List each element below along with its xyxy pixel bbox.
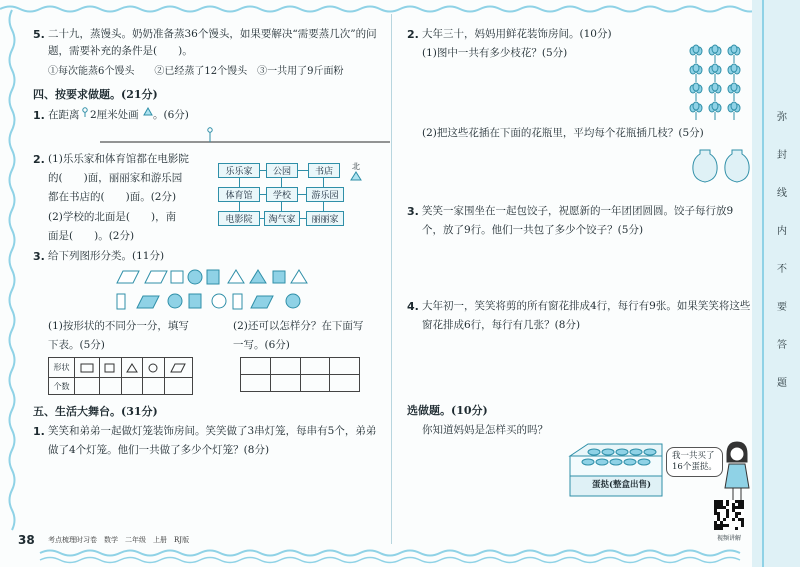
s4-q3-number: 3. [33, 250, 45, 263]
s4-q2-line3: 都在书店的( )面。(2分) [48, 191, 177, 203]
top-wave-border [0, 0, 800, 14]
flower-bunch-icon [690, 64, 702, 82]
bubble-line2: 16个蛋挞。 [672, 462, 717, 472]
flower-bunch-icon [709, 45, 721, 63]
s5-q1-line1: 笑笑和弟弟一起做灯笼装饰房间。笑笑做了3串灯笼，每串有5个，弟弟 [48, 425, 377, 437]
map-cell: 电影院 [218, 211, 260, 226]
seal-line-text [770, 108, 794, 412]
s4-q2-line1: (1)乐乐家和体育馆都在电影院 [48, 153, 189, 165]
table-cell [143, 358, 165, 378]
flower-bunch-icon [728, 83, 740, 101]
side-char: 要 [777, 302, 787, 313]
s4-q2-line2: 的( )面，丽丽家和游乐园 [48, 172, 183, 184]
square-icon [171, 271, 183, 283]
s4-q3-part2-line1: (2)还可以怎样分？在下面写 [233, 320, 364, 332]
triangle-mark-icon [143, 107, 153, 117]
r-q4-line1: 大年初一，笑笑将剪的所有窗花排成4行，每行有9张。如果笑笑将这些 [422, 300, 751, 312]
side-char: 线 [777, 188, 787, 199]
s4-q2-line5: 面是( )。(2分) [48, 230, 135, 242]
bottom-wave-border [0, 545, 800, 567]
triangle-icon [250, 270, 266, 283]
answer-cell[interactable] [330, 358, 360, 375]
answer-cell[interactable] [99, 378, 121, 395]
s4-q3-part1-line1: (1)按形状的不同分一分，填写 [48, 320, 189, 332]
q5-options: ①每次能蒸6个馒头 ②已经蒸了12个馒头 ③一共用了9斤面粉 [48, 66, 344, 77]
circle-icon [168, 294, 182, 308]
map-cell: 淘气家 [264, 211, 300, 226]
s4-q3-title: 给下列图形分类。(11分) [48, 250, 165, 262]
flower-bunches-image [686, 44, 744, 120]
shape-count-table [48, 357, 193, 395]
left-wave-border [0, 0, 22, 567]
point-mark-icon [80, 107, 90, 117]
flower-bunch-icon [709, 83, 721, 101]
table-cell [164, 358, 192, 378]
q5-line2: 题，需要补充的条件是( )。 [48, 45, 193, 57]
side-char: 内 [777, 226, 787, 237]
table-header-count: 个数 [49, 378, 75, 395]
speech-bubble [666, 447, 723, 477]
north-arrow-icon [350, 171, 362, 181]
parallelogram-icon [117, 271, 139, 283]
map-cell: 游乐园 [306, 187, 344, 202]
triangle-icon [291, 270, 307, 283]
vases-image [692, 148, 754, 184]
side-char: 弥 [777, 112, 787, 123]
s4-q2-number: 2. [33, 153, 45, 166]
footer-text: 考点梳理时习卷 数学 二年级 上册 RJ版 [48, 536, 190, 544]
r-q2-number: 2. [407, 28, 419, 41]
shapes-group [113, 268, 323, 312]
map-cell: 乐乐家 [218, 163, 260, 178]
s4-q2-line4: (2)学校的北面是( )，南 [48, 211, 177, 223]
parallelogram-icon [251, 296, 273, 308]
map-cell: 公园 [266, 163, 298, 178]
r-q2-line1: 大年三十，妈妈用鲜花装饰房间。(10分) [422, 28, 612, 40]
map-cell: 体育馆 [218, 187, 260, 202]
circle-icon [286, 294, 300, 308]
page-number: 38 [18, 533, 35, 547]
answer-cell[interactable] [143, 378, 165, 395]
section5-title: 五、生活大舞台。(31分) [33, 405, 158, 418]
rectangle-icon [189, 294, 201, 308]
answer-cell[interactable] [300, 358, 330, 375]
s5-q1-number: 1. [33, 425, 45, 438]
classification-answer-grid[interactable] [240, 357, 360, 392]
side-char: 封 [777, 150, 787, 161]
answer-cell[interactable] [241, 358, 271, 375]
side-char: 答 [777, 340, 787, 351]
square-icon [273, 271, 285, 283]
answer-cell[interactable] [270, 358, 300, 375]
rectangle-icon [233, 294, 242, 309]
q5-line1: 二十九，蒸馒头。奶奶准备蒸36个馒头，如果要解决“需要蒸几次”的问 [48, 28, 377, 40]
answer-cell[interactable] [270, 375, 300, 392]
rectangle-icon [117, 294, 125, 309]
s5-q1-line2: 做了4个灯笼。他们一共做了多少个灯笼？(8分) [48, 444, 270, 456]
map-cell: 学校 [266, 187, 298, 202]
circle-icon [212, 294, 226, 308]
r-q2-line3: (2)把这些花插在下面的花瓶里，平均每个花瓶插几枝？(5分) [422, 127, 704, 139]
bubble-line1: 我一共买了 [672, 451, 715, 461]
side-char: 不 [777, 264, 787, 275]
answer-cell[interactable] [75, 378, 100, 395]
section4-title: 四、按要求做题。(21分) [33, 88, 158, 101]
r-q3-line1: 笑笑一家围坐在一起包饺子，祝愿新的一年团团圆圆。饺子每行放9 [422, 205, 734, 217]
r-q4-number: 4. [407, 300, 419, 313]
answer-cell[interactable] [330, 375, 360, 392]
parallelogram-icon [145, 271, 167, 283]
map-cell: 书店 [308, 163, 340, 178]
vase-icon [725, 150, 749, 182]
column-divider [391, 14, 392, 544]
girl-character-image [722, 440, 752, 502]
parallelogram-icon [137, 296, 159, 308]
flower-bunch-icon [728, 45, 740, 63]
table-cell [75, 358, 100, 378]
flower-bunch-icon [728, 102, 740, 120]
answer-cell[interactable] [241, 375, 271, 392]
r-q2-line2: (1)图中一共有多少枝花？(5分) [422, 47, 568, 59]
rectangle-icon [207, 270, 219, 284]
line-with-point [100, 126, 390, 148]
seal-line [762, 0, 764, 567]
s4-q3-part2-line2: 一写。(6分) [233, 339, 290, 351]
answer-cell[interactable] [121, 378, 143, 395]
table-cell [99, 358, 121, 378]
q5-number: 5. [33, 28, 45, 41]
triangle-icon [228, 270, 244, 283]
r-q3-number: 3. [407, 205, 419, 218]
flower-bunch-icon [690, 83, 702, 101]
s4-q1-number: 1. [33, 109, 45, 122]
display-case-sign: 蛋挞(整盒出售) [592, 480, 652, 490]
flower-bunch-icon [709, 64, 721, 82]
north-label: 北 [352, 162, 360, 171]
qr-caption: 视频讲解 [717, 535, 742, 542]
r-q4-line2: 窗花排成6行，每行有几张？(8分) [422, 319, 581, 331]
answer-cell[interactable] [164, 378, 192, 395]
table-cell [121, 358, 143, 378]
r-q3-line2: 个，放了9行。他们一共包了多少个饺子？(5分) [422, 224, 644, 236]
table-header-shape: 形状 [49, 358, 75, 378]
flower-bunch-icon [728, 64, 740, 82]
answer-cell[interactable] [300, 375, 330, 392]
optional-question-title: 选做题。(10分) [407, 404, 488, 417]
optional-question-text: 你知道妈妈是怎样买的吗？ [422, 424, 548, 436]
s4-q1-text-c: 。(6分) [153, 109, 189, 121]
side-char: 题 [777, 378, 787, 389]
flower-bunch-icon [690, 102, 702, 120]
flower-bunch-icon [709, 102, 721, 120]
vase-icon [693, 150, 717, 182]
s4-q3-part1-line2: 下表。(5分) [48, 339, 105, 351]
qr-code-icon[interactable] [714, 500, 744, 530]
flower-bunch-icon [690, 45, 702, 63]
map-cell: 丽丽家 [306, 211, 344, 226]
circle-icon [188, 270, 202, 284]
s4-q1-text-a: 在距离 [48, 109, 80, 121]
s4-q1-text-b: 2厘米处画 [90, 109, 139, 121]
